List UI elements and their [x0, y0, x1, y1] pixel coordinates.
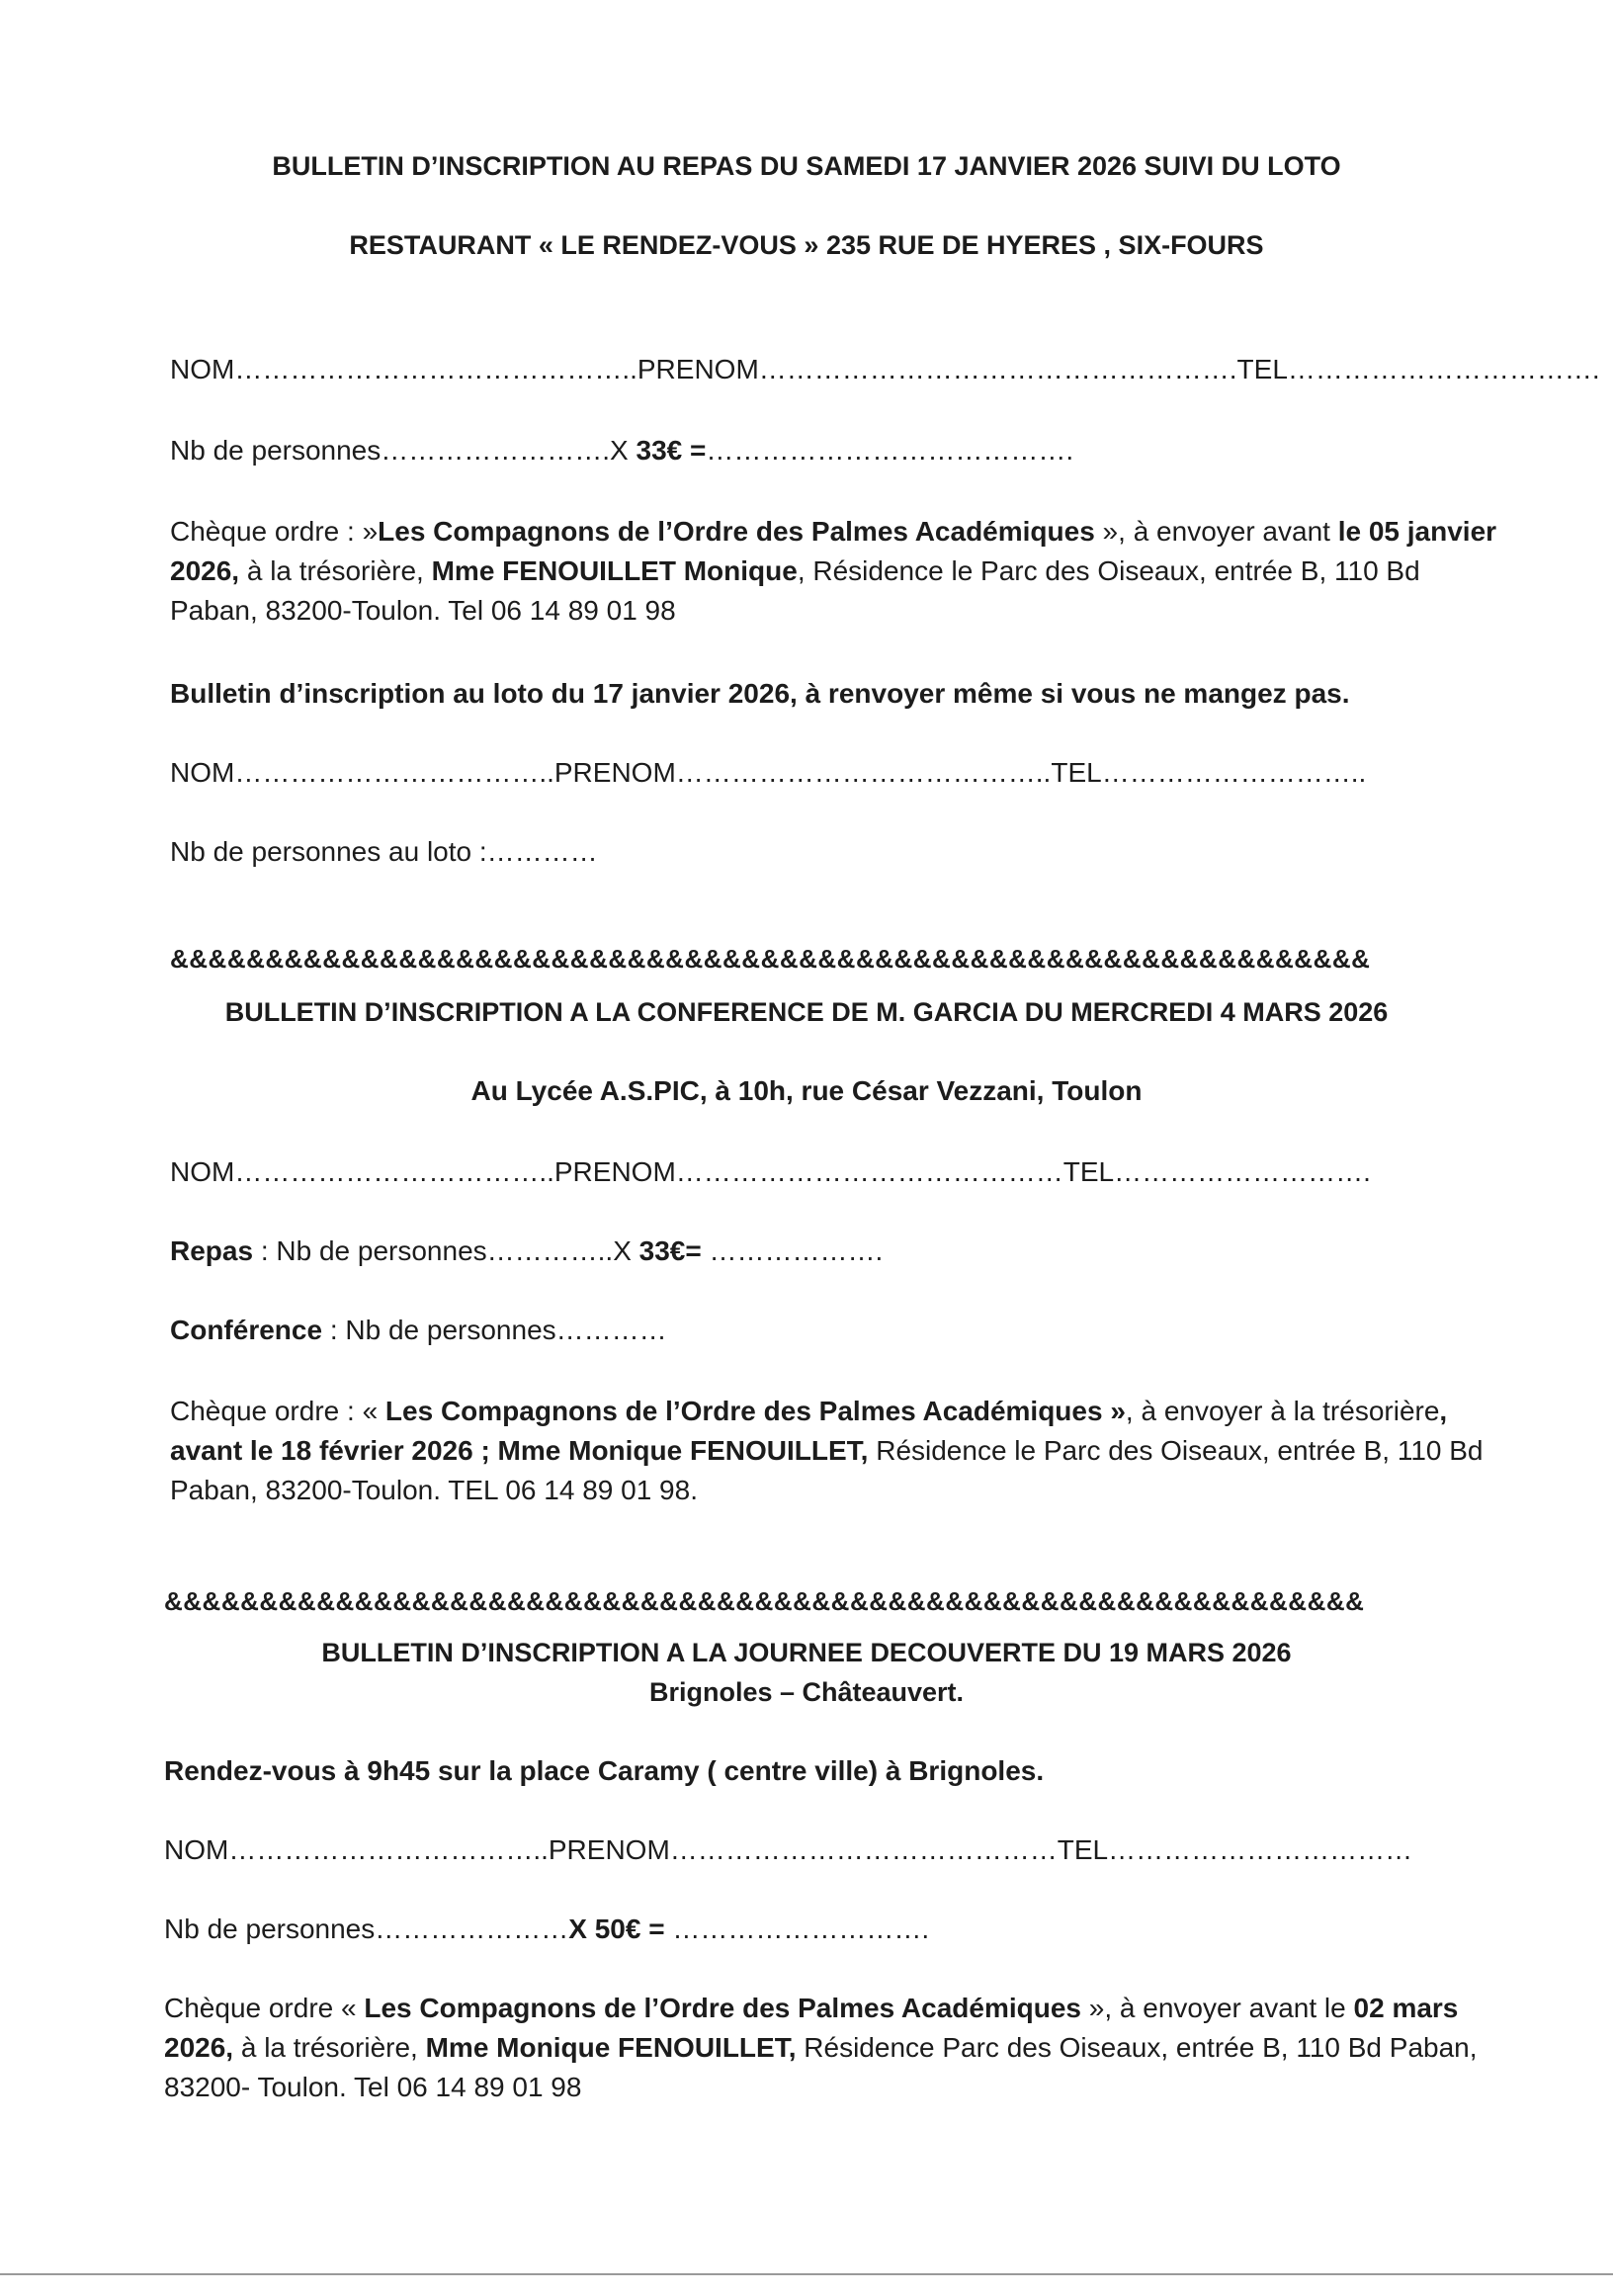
section3-cheque-deadline: 02 mars 2026, [164, 1993, 1459, 2063]
section1-cheque-text-4: , Résidence le Parc des Oiseaux, entrée B, 110 Bd Paban, 83200-Toulon. Tel 06 14 89 01 98 [170, 555, 1420, 626]
section3-cheque-text-2: », à envoyer avant le [1081, 1993, 1354, 2023]
section1-cheque-text-2: », à envoyer avant [1094, 516, 1338, 547]
section1-loto-identity-line: NOM……………………………..PRENOM…………………………………..TEL……………………….. [170, 757, 1367, 788]
section2-repas-prefix: : Nb de personnes…………..X [253, 1235, 639, 1266]
section3-identity-line: NOM……………………………..PRENOM……………………………………TEL…………………………… [164, 1834, 1413, 1865]
section3-cheque-text-3: à la trésorière, [233, 2032, 426, 2063]
section1-venue: RESTAURANT « LE RENDEZ-VOUS » 235 RUE DE HYERES , SIX-FOURS [349, 230, 1264, 260]
separator-1: &&&&&&&&&&&&&&&&&&&&&&&&&&&&&&&&&&&&&&&&&&&&&&&&&&&&&&&&&&&&&&& [170, 944, 1371, 974]
section3-cheque-payee: Les Compagnons de l’Ordre des Palmes Académiques [364, 1993, 1081, 2023]
section2-conference-label: Conférence [170, 1315, 323, 1345]
section1-persons-price: 33€ = [636, 435, 707, 466]
section1-cheque-text-3: à la trésorière, [239, 555, 432, 586]
section3-title: BULLETIN D’INSCRIPTION A LA JOURNEE DECOUVERTE DU 19 MARS 2026 [321, 1638, 1292, 1667]
section2-title: BULLETIN D’INSCRIPTION A LA CONFERENCE DE M. GARCIA DU MERCREDI 4 MARS 2026 [224, 997, 1389, 1027]
section2-repas-line [170, 1232, 883, 1271]
section1-cheque-treasurer: Mme FENOUILLET Monique [431, 555, 798, 586]
section2-cheque-text-3: Résidence le Parc des Oiseaux, entrée B, 110 Bd Paban, 83200-Toulon. TEL 06 14 89 01 98. [170, 1435, 1484, 1505]
section1-cheque-deadline: le 05 janvier 2026, [170, 516, 1497, 586]
section2-repas-price: 33€= [638, 1235, 702, 1266]
section3-persons-prefix: Nb de personnes………………… [164, 1913, 569, 1944]
section1-loto-notice: Bulletin d’inscription au loto du 17 janvier 2026, à renvoyer même si vous ne mangez pas. [170, 678, 1350, 709]
section3-meeting: Rendez-vous à 9h45 sur la place Caramy ( centre ville) à Brignoles. [164, 1755, 1045, 1786]
section1-identity-line: NOM……………………………………..PRENOM…………………………………………….TEL……………………………. [170, 354, 1600, 384]
section1-title: BULLETIN D’INSCRIPTION AU REPAS DU SAMEDI 17 JANVIER 2026 SUIVI DU LOTO [272, 151, 1341, 181]
section3-persons-line [164, 1910, 929, 1949]
section1-persons-suffix: …………………………………. [706, 435, 1074, 466]
section3-cheque-treasurer: Mme Monique FENOUILLET, [425, 2032, 797, 2063]
section2-conference-suffix: : Nb de personnes………… [322, 1315, 667, 1345]
section2-venue: Au Lycée A.S.PIC, à 10h, rue César Vezzani, Toulon [470, 1075, 1143, 1106]
scan-bottom-edge-line [0, 2273, 1613, 2275]
section1-cheque-paragraph [170, 512, 1504, 631]
section3-persons-price: X 50€ = [568, 1913, 665, 1944]
section3-cheque-paragraph [164, 1989, 1504, 2107]
section2-cheque-text-2: , à envoyer à la trésorière [1125, 1396, 1440, 1426]
section3-cheque-text-1: Chèque ordre « [164, 1993, 365, 2023]
section1-cheque-payee: Les Compagnons de l’Ordre des Palmes Académiques [378, 516, 1095, 547]
section1-persons-prefix: Nb de personnes…………………….X [170, 435, 637, 466]
section2-cheque-payee: Les Compagnons de l’Ordre des Palmes Académiques » [384, 1396, 1126, 1426]
section3-subtitle: Brignoles – Châteauvert. [648, 1677, 965, 1707]
section2-repas-suffix: ………………. [701, 1235, 884, 1266]
section1-persons-line [170, 431, 1073, 470]
section3-persons-suffix: ………………………. [664, 1913, 930, 1944]
section2-cheque-paragraph [170, 1392, 1504, 1510]
section2-cheque-text-1: Chèque ordre : « [170, 1396, 385, 1426]
section2-repas-label: Repas [170, 1235, 254, 1266]
section2-conference-line [170, 1311, 667, 1350]
separator-2: &&&&&&&&&&&&&&&&&&&&&&&&&&&&&&&&&&&&&&&&&&&&&&&&&&&&&&&&&&&&&&& [164, 1586, 1365, 1616]
section2-cheque-deadline: , avant le 18 février 2026 ; Mme Monique FENOUILLET, [170, 1396, 1448, 1466]
section1-loto-persons: Nb de personnes au loto :………… [170, 836, 598, 867]
section1-cheque-text-1: Chèque ordre : » [170, 516, 379, 547]
section3-cheque-text-4: Résidence Parc des Oiseaux, entrée B, 110 Bd Paban, 83200- Toulon. Tel 06 14 89 01 98 [164, 2032, 1478, 2102]
section2-identity-line: NOM……………………………..PRENOM……………………………………TEL………………………. [170, 1156, 1371, 1187]
